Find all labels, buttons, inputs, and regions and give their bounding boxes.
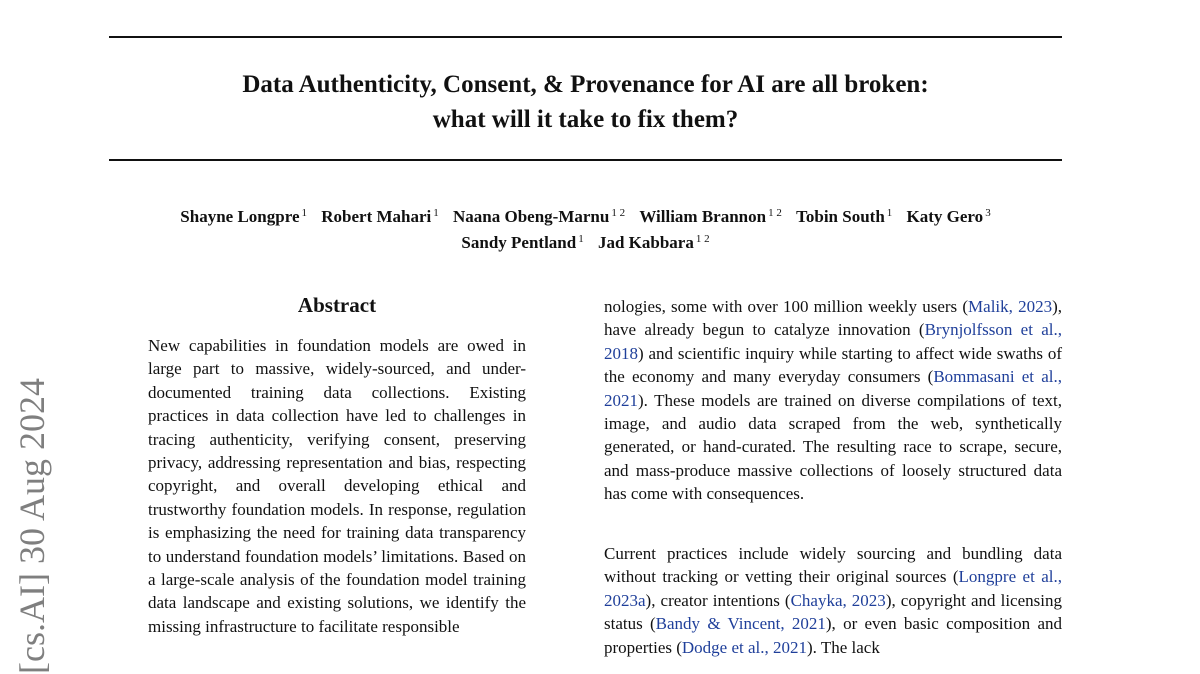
author-affiliation: 1 xyxy=(886,207,893,219)
author-list xyxy=(109,202,1062,254)
author-row-2 xyxy=(109,228,1062,254)
body-text: ). These models are trained on diverse compilations of text, image, and audio data scraped from the web, synthetically generated, or hand-curated. The resulting race to scrape, secure, and mass-produce massive collections of loosely structured data has come with consequences. xyxy=(604,390,1062,504)
author: Robert Mahari $^1$ xyxy=(321,207,439,226)
author-affiliation: 1 xyxy=(433,207,439,219)
paper-title xyxy=(109,67,1062,137)
body-text: ). The lack xyxy=(807,637,880,657)
paper-title-line-2: what will it take to fix them? xyxy=(432,106,739,133)
title-rule-top xyxy=(109,36,1062,38)
author: Naana Obeng-Marnu $^{1 2}$ xyxy=(453,207,626,226)
citation-link[interactable]: Bandy & Vincent, 2021 xyxy=(655,614,826,634)
body-text: ), have already begun to catalyze innovation ( xyxy=(604,297,1063,340)
body-text: ) and scientific inquiry while starting to affect wide swaths of the economy and many everyday consumers ( xyxy=(604,343,1062,387)
arxiv-stamp: [cs.AI] 30 Aug 2024 xyxy=(12,378,52,674)
author-row-1 xyxy=(109,202,1062,228)
author-affiliation: 1 2 xyxy=(611,207,626,219)
body-paragraph-2 xyxy=(604,542,1062,659)
citation-link[interactable]: Bommasani et al., 2021 xyxy=(604,367,1062,410)
citation-link[interactable]: Longpre et al., 2023a xyxy=(604,567,1062,610)
abstract-heading: Abstract xyxy=(297,293,377,317)
body-text: Current practices include widely sourcing and bundling data without tracking or vetting their original sources ( xyxy=(604,544,1062,587)
paper-title-line-1: Data Authenticity, Consent, & Provenance for AI are all broken: xyxy=(242,71,929,98)
author-affiliation: 1 xyxy=(301,207,307,219)
author-affiliation: 1 xyxy=(578,233,584,245)
author-affiliation: 1 2 xyxy=(768,207,782,219)
citation-link[interactable]: Brynjolfsson et al., 2018 xyxy=(604,320,1062,363)
author: Jad Kabbara $^{1 2}$ xyxy=(597,233,710,252)
title-rule-bottom xyxy=(109,159,1062,161)
body-paragraph-1 xyxy=(604,295,1062,506)
abstract-text: New capabilities in foundation models are owed in large part to massive, widely-sourced, and under-documented training data collections. Existing practices in data collection have led to challenges in tracing authenticity, verifying consent, preserving privacy, addressing representation and bias, respecting copyright, and overall developing ethical and trustworthy foundation models. In response, regulation is emphasizing the need for training data transparency to understand foundation models’ limitations. Based on a large-scale analysis of the foundation model training data landscape and existing solutions, we identify the missing infrastructure to facilitate responsible xyxy=(148,336,526,636)
author: Sandy Pentland $^1$ xyxy=(461,233,584,252)
author: Tobin South $^1$ xyxy=(796,207,893,226)
author: William Brannon $^{1 2}$ xyxy=(639,207,782,226)
author-affiliation: 1 2 xyxy=(695,233,710,245)
body-text: nologies, some with over 100 million weekly users ( xyxy=(604,297,969,316)
citation-link[interactable]: Malik, 2023 xyxy=(968,297,1053,316)
body-text: ), copyright and licensing status ( xyxy=(604,590,1062,634)
author: Katy Gero $^3$ xyxy=(906,207,991,226)
citation-link[interactable]: Chayka, 2023 xyxy=(790,590,886,610)
author-affiliation: 3 xyxy=(985,207,991,219)
author: Shayne Longpre $^1$ xyxy=(180,207,307,226)
citation-link[interactable]: Dodge et al., 2021 xyxy=(681,637,807,657)
body-text: ), or even basic composition and properties ( xyxy=(604,614,1062,657)
body-text: ), creator intentions ( xyxy=(645,590,791,610)
